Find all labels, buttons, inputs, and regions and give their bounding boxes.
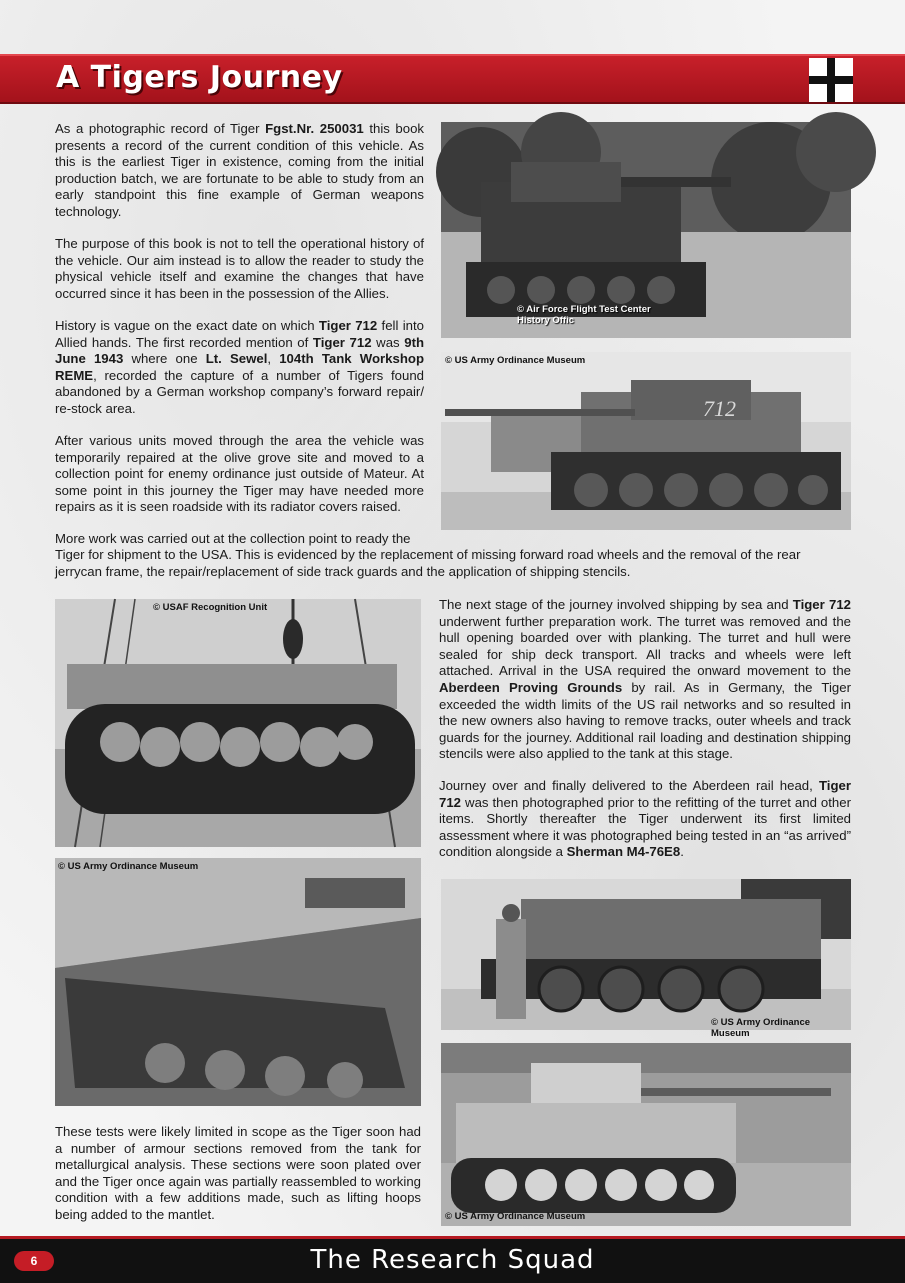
collection-paragraph-rest: Tiger for shipment to the USA. This is evidenced by the replacement of missing forward road wheels and the removal of the rear jerrycan frame, the repair/replacement of side track guards and the application of shipping stencils. xyxy=(55,547,801,579)
page-title: A Tigers Journey xyxy=(56,60,343,95)
photo-credit: © US Army Ordinance Museum xyxy=(711,1017,811,1039)
photo-roadside-712 xyxy=(441,352,851,530)
photo-credit: © US Army Ordinance Museum xyxy=(58,861,199,872)
title-banner xyxy=(0,54,905,104)
photo-credit: © USAF Recognition Unit xyxy=(153,602,268,613)
photo-rail-transport xyxy=(55,858,421,1106)
photo-crane-lift xyxy=(55,599,421,847)
publisher-brand: The Research Squad xyxy=(310,1245,595,1275)
photo-credit: © US Army Ordinance Museum xyxy=(445,1211,586,1222)
balkenkreuz-icon xyxy=(809,58,853,102)
intro-paragraph: As a photographic record of Tiger Fgst.Nr. 250031 this book presents a record of the current condition of this vehicle. As this is the earliest Tiger in existence, coming from the initial production batch, we are fortunate to be able to study from an early standpoint this fine example of German weapons technology. xyxy=(55,121,425,219)
photo-credit: © Air Force Flight Test Center History Offic xyxy=(517,304,651,326)
shipping-paragraph: The next stage of the journey involved shipping by sea and Tiger 712 underwent further preparation work. The turret was removed and the hull opening boarded over with planking. The turret and hull were sealed for ship deck transport. All tracks and wheels were left attached. Arrival in the USA required the onward movement to the Aberdeen Proving Grounds by rail. As in Germany, the Tiger exceeded the width limits of the US rail networks and so resulted in the new owners also having to remove tracks, outer wheels and track guards for the journey. Additional rail loading and destination shipping stencils were also applied to the tank at this stage. xyxy=(439,597,852,762)
arrival-paragraph: Journey over and finally delivered to the Aberdeen rail head, Tiger 712 was then photographed prior to the refitting of the turret and other items. Shortly thereafter the Tiger underwent its first limited assessment where it was photographed being tested in an “as arrived” condition alongside a Sherman M4-76E8. xyxy=(439,778,851,860)
turret-number-marking: 712 xyxy=(703,396,736,421)
metallurgy-paragraph: These tests were likely limited in scope as the Tiger soon had a number of armour sections removed from the tank for metallurgical analysis. These sections were soon plated over and the Tiger once again was partially reassembled to working condition with a few additions made, such as lifting hoops being added to the mantlet. xyxy=(55,1124,421,1222)
repair-paragraph: After various units moved through the area the vehicle was temporarily repaired at the olive grove site and moved to a collection point for enemy ordinance just outside of Mateur. At some point in this journey the Tiger may have needed more repairs as it is seen roadside with its radiator covers raised. xyxy=(55,433,424,515)
photo-olive-grove-tiger xyxy=(441,122,851,338)
history-paragraph: History is vague on the exact date on which Tiger 712 fell into Allied hands. The first recorded mention of Tiger 712 was 9th June 1943 where one Lt. Sewel, 104th Tank Workshop REME, recorded the capture of a number of Tigers found abandoned by a German workshop company’s forward repair/ re-stock area. xyxy=(55,318,425,416)
page-number: 6 xyxy=(14,1251,54,1271)
page-footer xyxy=(0,1236,905,1283)
photo-aberdeen-railhead xyxy=(441,879,851,1039)
collection-paragraph-start: More work was carried out at the collection point to ready the xyxy=(55,531,411,546)
photo-as-arrived-test xyxy=(441,1043,851,1226)
purpose-paragraph: The purpose of this book is not to tell the operational history of the vehicle. Our aim instead is to allow the reader to study the physical vehicle itself and examine the changes that have occurred since it has been in the possession of the Allies. xyxy=(55,236,424,301)
photo-credit: © US Army Ordinance Museum xyxy=(445,355,586,366)
